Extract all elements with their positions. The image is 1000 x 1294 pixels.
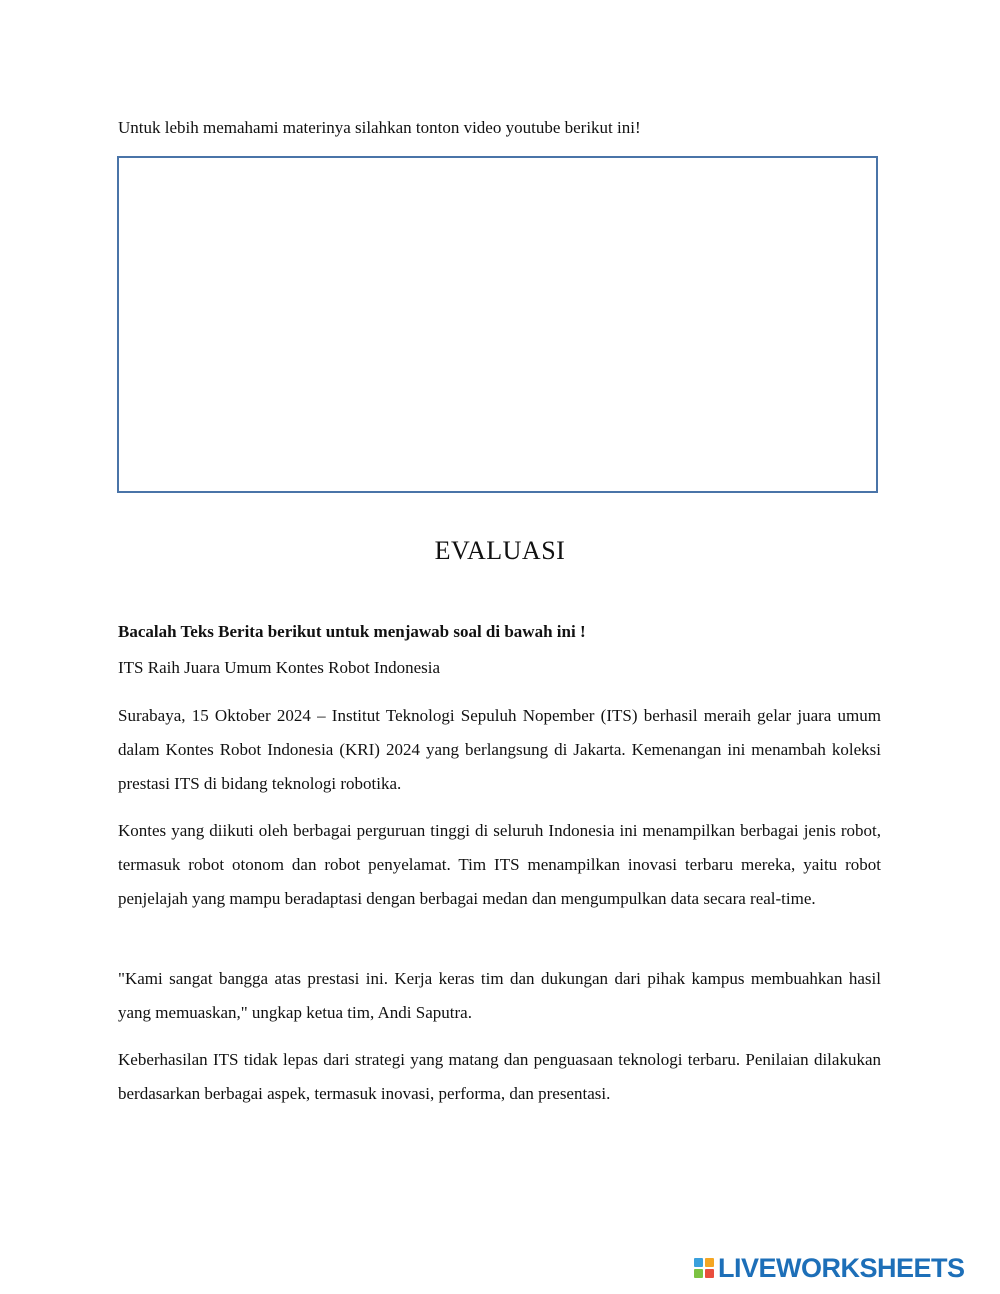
news-paragraph: "Kami sangat bangga atas prestasi ini. Kerja keras tim dan dukungan dari pihak kampus membuahkan hasil yang memuaskan," ungkap ketua tim, Andi Saputra. <box>118 969 881 1022</box>
logo-square-icon <box>694 1258 703 1267</box>
news-paragraph: Surabaya, 15 Oktober 2024 – Institut Teknologi Sepuluh Nopember (ITS) berhasil meraih gelar juara umum dalam Kontes Robot Indonesia (KRI) 2024 yang berlangsung di Jakarta. Kemenangan ini menambah koleksi prestasi ITS di bidang teknologi robotika. <box>118 706 881 793</box>
logo-square-icon <box>694 1269 703 1278</box>
news-paragraph: Kontes yang diikuti oleh berbagai perguruan tinggi di seluruh Indonesia ini menampilkan berbagai jenis robot, termasuk robot otonom dan robot penyelamat. Tim ITS menampilkan inovasi terbaru mereka, yaitu robot penjelajah yang mampu beradaptasi dengan berbagai medan dan mengumpulkan data secara real-time. <box>118 821 881 908</box>
news-title: ITS Raih Juara Umum Kontes Robot Indonesia <box>118 658 441 677</box>
logo-mark-icon <box>694 1258 714 1278</box>
logo-text: LIVEWORKSHEETS <box>718 1252 965 1283</box>
logo-square-icon <box>705 1269 714 1278</box>
instruction-text: Bacalah Teks Berita berikut untuk menjawab soal di bawah ini ! <box>118 622 586 641</box>
news-paragraph: Keberhasilan ITS tidak lepas dari strategi yang matang dan penguasaan teknologi terbaru. Penilaian dilakukan berdasarkan berbagai aspek, termasuk inovasi, performa, dan presentasi. <box>118 1050 881 1103</box>
liveworksheets-logo <box>694 1254 965 1282</box>
intro-text: Untuk lebih memahami materinya silahkan tonton video youtube berikut ini! <box>118 118 641 137</box>
logo-square-icon <box>705 1258 714 1267</box>
youtube-video-embed[interactable] <box>117 156 878 493</box>
section-heading: EVALUASI <box>434 536 566 565</box>
